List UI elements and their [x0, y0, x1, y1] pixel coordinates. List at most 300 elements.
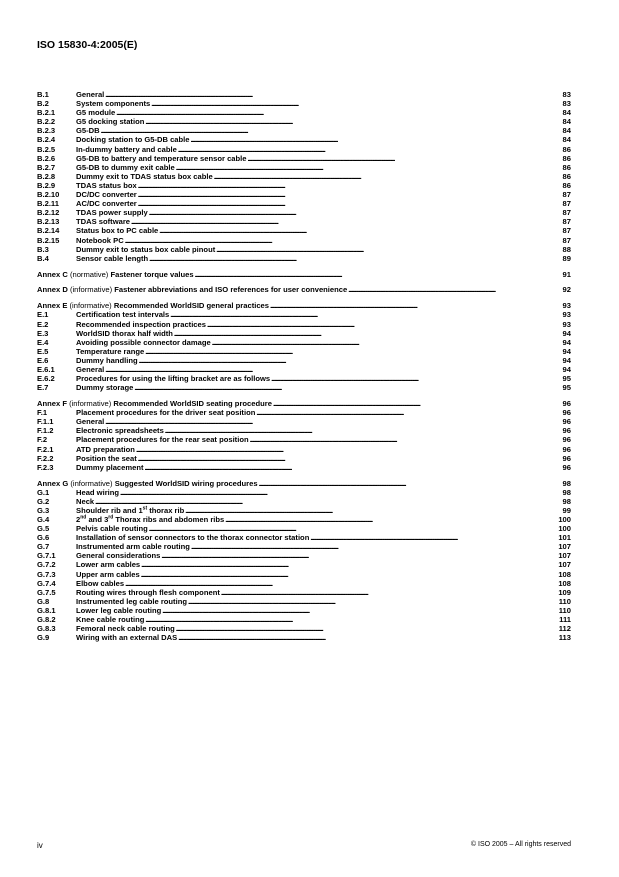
annex-title: Suggested WorldSID wiring procedures: [114, 478, 258, 488]
toc-entry[interactable]: [37, 606, 571, 615]
toc-page-number: 110: [558, 596, 571, 606]
dot-leader: [145, 347, 561, 356]
toc-entry-title: Procedures for using the lifting bracket are as follows: [76, 374, 271, 384]
toc-entry-number: G.4: [37, 515, 50, 525]
ordinal-suffix: rd: [108, 514, 114, 521]
toc-entry[interactable]: [37, 515, 571, 524]
toc-entry[interactable]: [37, 454, 571, 463]
toc-entry-number: B.2.8: [37, 171, 56, 181]
title-part: and 3: [86, 515, 109, 525]
toc-entry-title: Head wiring: [76, 487, 120, 497]
toc-page-number: 92: [562, 285, 571, 295]
toc-entry[interactable]: [37, 190, 571, 199]
dot-leader: [195, 270, 562, 279]
toc-entry-title: Femoral neck cable routing: [76, 624, 175, 634]
toc-entry-title: Placement procedures for the rear seat position: [76, 435, 249, 445]
annex-kind: (normative): [69, 269, 109, 279]
toc-page-number: 86: [562, 180, 571, 190]
toc-entry[interactable]: [37, 445, 571, 454]
toc-entry-title: [76, 506, 184, 515]
dot-leader: [149, 524, 558, 533]
toc-entry-title: G5-DB to dummy exit cable: [76, 162, 175, 172]
toc-entry-title: [37, 479, 258, 488]
toc-page-number: 93: [562, 319, 571, 329]
toc-entry-number: G.7.4: [37, 578, 56, 588]
toc-page-number: 94: [562, 346, 571, 356]
dot-leader: [225, 515, 557, 524]
toc-entry-title: G5 docking station: [76, 117, 145, 127]
toc-entry-title: [37, 285, 347, 294]
dot-leader: [212, 338, 562, 347]
toc-entry-number: B.2.11: [37, 199, 59, 209]
annex-label: Annex F: [37, 399, 67, 409]
toc-page-number: 96: [562, 408, 571, 418]
dot-leader: [138, 190, 562, 199]
toc-entry-number: E.6: [37, 355, 49, 365]
toc-entry-number: E.6.2: [37, 374, 55, 384]
toc-page-number: 84: [562, 126, 571, 136]
toc-page-number: 112: [558, 624, 571, 634]
toc-entry-title: Sensor cable length: [76, 253, 149, 263]
toc-page-number: 91: [562, 269, 571, 279]
toc-entry[interactable]: [37, 236, 571, 245]
toc-entry-title: Dummy exit to status box cable pinout: [76, 244, 216, 254]
toc-entry-number: B.2: [37, 99, 49, 109]
dot-leader: [145, 615, 558, 624]
toc-entry-title: Position the seat: [76, 453, 137, 463]
dot-leader: [151, 99, 561, 108]
toc-entry-title: General: [76, 417, 105, 427]
annex-kind: (informative): [70, 478, 113, 488]
toc-entry-number: E.1: [37, 310, 49, 320]
annex-kind: (informative): [69, 285, 113, 295]
toc-entry-title: WorldSID thorax half width: [76, 328, 173, 338]
toc-entry-title: Lower leg cable routing: [76, 605, 162, 615]
dot-leader: [174, 329, 562, 338]
toc-page-number: 96: [562, 435, 571, 445]
toc-entry-title: General: [76, 365, 105, 375]
toc-page-number: 93: [562, 301, 571, 311]
toc-entry[interactable]: [37, 365, 571, 374]
toc-page-number: 107: [558, 542, 571, 552]
toc-entry-number: F.1.2: [37, 426, 54, 436]
toc-entry[interactable]: [37, 435, 571, 444]
dot-leader: [248, 154, 562, 163]
toc-entry-title: Dummy exit to TDAS status box cable: [76, 171, 213, 181]
toc-page-number: 109: [558, 587, 571, 597]
dot-leader: [145, 117, 561, 126]
toc-entry-number: G.8.3: [37, 624, 56, 634]
toc-entry[interactable]: [37, 126, 571, 135]
toc-entry-title: G5-DB: [76, 126, 100, 136]
dot-leader: [176, 624, 558, 633]
toc-entry[interactable]: [37, 579, 571, 588]
dot-leader: [149, 208, 562, 217]
toc-entry-title: Temperature range: [76, 346, 145, 356]
dot-leader: [120, 488, 562, 497]
dot-leader: [139, 356, 562, 365]
dot-leader: [185, 506, 561, 515]
annex-title: Recommended WorldSID seating procedure: [113, 399, 272, 409]
toc-page-number: 87: [562, 208, 571, 218]
toc-page-number: 98: [562, 478, 571, 488]
toc-entry-number: B.2.9: [37, 180, 56, 190]
toc-entry-title: Pelvis cable routing: [76, 524, 148, 534]
toc-page-number: 98: [562, 487, 571, 497]
toc-entry-title: Lower arm cables: [76, 560, 141, 570]
toc-entry-number: G.8.2: [37, 615, 56, 625]
toc-entry-title: Routing wires through flesh component: [76, 587, 220, 597]
ordinal-suffix: nd: [80, 514, 87, 521]
toc-entry-title: AC/DC converter: [76, 199, 137, 209]
toc-page-number: 83: [562, 99, 571, 109]
dot-leader: [105, 90, 561, 99]
toc-entry-number: G.7.2: [37, 560, 56, 570]
toc-entry[interactable]: [37, 163, 571, 172]
dot-leader: [141, 560, 557, 569]
dot-leader: [131, 217, 562, 226]
toc-annex-entry[interactable]: [37, 270, 571, 279]
toc-entry-number: F.2.2: [37, 453, 54, 463]
toc-entry-title: Certification test intervals: [76, 310, 170, 320]
toc-entry[interactable]: [37, 217, 571, 226]
toc-entry-number: B.2.2: [37, 117, 56, 127]
toc-entry[interactable]: [37, 624, 571, 633]
dot-leader: [101, 126, 562, 135]
toc-entry-title: Notebook PC: [76, 235, 124, 245]
toc-entry[interactable]: [37, 208, 571, 217]
toc-entry-number: E.5: [37, 346, 49, 356]
copyright-notice: © ISO 2005 – All rights reserved: [470, 841, 571, 848]
toc-entry-title: General considerations: [76, 551, 161, 561]
toc-entry-title: Upper arm cables: [76, 569, 140, 579]
toc-entry[interactable]: [37, 383, 571, 392]
toc-page-number: 111: [559, 615, 571, 625]
toc-entry-number: B.2.7: [37, 162, 56, 172]
toc-entry-number: E.2: [37, 319, 49, 329]
toc-entry-title: [37, 399, 272, 408]
toc-entry-number: E.6.1: [37, 365, 55, 375]
toc-entry[interactable]: [37, 135, 571, 144]
toc-entry[interactable]: [37, 615, 571, 624]
dot-leader: [162, 606, 558, 615]
toc-entry-number: G.9: [37, 633, 50, 643]
toc-entry-number: F.1: [37, 408, 48, 418]
toc-entry[interactable]: [37, 356, 571, 365]
dot-leader: [191, 135, 562, 144]
toc-page-number: 86: [562, 171, 571, 181]
toc-entry[interactable]: [37, 463, 571, 472]
dot-leader: [141, 570, 558, 579]
toc-entry-number: F.1.1: [37, 417, 54, 427]
toc-entry[interactable]: [37, 417, 571, 426]
dot-leader: [95, 497, 561, 506]
toc-entry-number: B.2.15: [37, 235, 60, 245]
toc-entry-title: Instrumented leg cable routing: [76, 596, 187, 606]
toc-entry[interactable]: [37, 310, 571, 319]
toc-annex-entry[interactable]: [37, 479, 571, 488]
toc-entry[interactable]: [37, 533, 571, 542]
dot-leader: [214, 172, 562, 181]
toc-page-number: 107: [558, 560, 571, 570]
dot-leader: [105, 417, 561, 426]
toc-page-number: 96: [562, 426, 571, 436]
toc-page-number: 98: [562, 496, 571, 506]
dot-leader: [271, 374, 561, 383]
toc-page-number: 96: [562, 444, 571, 454]
toc-entry-number: F.2.3: [37, 462, 54, 472]
toc-entry-title: In-dummy battery and cable: [76, 144, 177, 154]
toc-entry[interactable]: [37, 154, 571, 163]
toc-entry-number: B.1: [37, 90, 49, 99]
toc-entry[interactable]: [37, 245, 571, 254]
dot-leader: [125, 236, 562, 245]
toc-entry-title: Instrumented arm cable routing: [76, 542, 190, 552]
toc-entry[interactable]: [37, 347, 571, 356]
dot-leader: [310, 533, 557, 542]
dot-leader: [178, 145, 562, 154]
dot-leader: [116, 108, 561, 117]
dot-leader: [273, 399, 562, 408]
toc-entry-number: G.3: [37, 505, 50, 515]
title-part: 2: [76, 515, 81, 525]
toc-entry-number: G.7: [37, 542, 50, 552]
toc-annex-entry[interactable]: [37, 285, 571, 294]
annex-label: Annex G: [37, 478, 69, 488]
toc-page-number: 96: [562, 453, 571, 463]
toc-entry[interactable]: [37, 597, 571, 606]
dot-leader: [259, 479, 562, 488]
toc-page-number: 100: [558, 524, 571, 534]
toc-entry-title: Wiring with an external DAS: [76, 633, 178, 643]
toc-entry[interactable]: [37, 633, 571, 642]
toc-page-number: 86: [562, 162, 571, 172]
toc-page-number: 94: [562, 355, 571, 365]
toc-entry-number: G.8: [37, 596, 50, 606]
toc-page-number: 94: [562, 328, 571, 338]
dot-leader: [138, 181, 562, 190]
dot-leader: [191, 542, 557, 551]
title-part: Thorax ribs and abdomen ribs: [113, 515, 225, 525]
toc-entry-number: B.2.1: [37, 108, 56, 118]
dot-leader: [188, 597, 558, 606]
toc-entry[interactable]: [37, 329, 571, 338]
toc-entry-title: TDAS power supply: [76, 208, 148, 218]
toc-entry-number: B.2.4: [37, 135, 56, 145]
dot-leader: [134, 383, 561, 392]
toc-page-number: 87: [562, 199, 571, 209]
toc-page-number: 83: [562, 90, 571, 99]
toc-entry-number: G.8.1: [37, 605, 56, 615]
toc-entry-number: E.3: [37, 328, 49, 338]
toc-entry-number: E.4: [37, 337, 49, 347]
toc-entry[interactable]: [37, 117, 571, 126]
toc-entry[interactable]: [37, 338, 571, 347]
toc-page-number: 87: [562, 217, 571, 227]
toc-page-number: 86: [562, 153, 571, 163]
toc-entry-number: B.2.12: [37, 208, 60, 218]
toc-page-number: 93: [562, 310, 571, 320]
toc-annex-entry[interactable]: [37, 399, 571, 408]
toc-entry-number: B.2.13: [37, 217, 60, 227]
toc-page-number: 95: [562, 374, 571, 384]
page-number: iv: [37, 841, 43, 850]
toc-entry-number: B.2.10: [37, 190, 60, 200]
toc-entry-title: G5 module: [76, 108, 116, 118]
toc-entry-number: G.7.1: [37, 551, 56, 561]
toc-entry[interactable]: [37, 408, 571, 417]
dot-leader: [145, 463, 562, 472]
toc-entry-title: Avoiding possible connector damage: [76, 337, 211, 347]
dot-leader: [159, 226, 561, 235]
toc-entry-number: G.5: [37, 524, 50, 534]
toc-entry-title: Dummy storage: [76, 383, 134, 393]
toc-entry[interactable]: [37, 560, 571, 569]
toc-page-number: 96: [562, 417, 571, 427]
toc-entry-number: B.2.6: [37, 153, 56, 163]
toc-entry-number: G.7.5: [37, 587, 56, 597]
dot-leader: [136, 445, 562, 454]
toc-entry-title: TDAS software: [76, 217, 131, 227]
toc-entry[interactable]: [37, 99, 571, 108]
toc-page-number: 89: [562, 253, 571, 263]
toc-entry-title: General: [76, 90, 105, 99]
toc-entry-title: Dummy handling: [76, 355, 138, 365]
toc-entry-title: G5-DB to battery and temperature sensor cable: [76, 153, 247, 163]
toc-entry[interactable]: [37, 497, 571, 506]
dot-leader: [256, 408, 561, 417]
toc-entry-title: Neck: [76, 496, 95, 506]
dot-leader: [170, 310, 561, 319]
dot-leader: [161, 551, 557, 560]
toc-entry-title: Placement procedures for the driver seat position: [76, 408, 256, 418]
toc-page-number: 96: [562, 462, 571, 472]
toc-annex-entry[interactable]: [37, 301, 571, 310]
toc-page-number: 113: [558, 633, 571, 643]
toc-entry-number: G.1: [37, 487, 50, 497]
dot-leader: [348, 285, 561, 294]
toc-entry-title: [76, 515, 224, 524]
annex-kind: (informative): [69, 399, 112, 409]
toc-page-number: 94: [562, 365, 571, 375]
toc-entry[interactable]: [37, 506, 571, 515]
toc-entry-title: System components: [76, 99, 151, 109]
ordinal-suffix: st: [142, 505, 148, 512]
toc-entry[interactable]: [37, 90, 571, 99]
toc-entry-title: TDAS status box: [76, 180, 137, 190]
toc-page-number: 94: [562, 337, 571, 347]
toc-entry-number: G.2: [37, 496, 50, 506]
toc-page-number: 99: [562, 505, 571, 515]
toc-entry[interactable]: [37, 551, 571, 560]
table-of-contents: [37, 90, 571, 642]
toc-entry-number: G.6: [37, 533, 50, 543]
toc-page-number: 87: [562, 190, 571, 200]
toc-entry[interactable]: [37, 108, 571, 117]
dot-leader: [216, 245, 561, 254]
toc-page-number: 84: [562, 135, 571, 145]
dot-leader: [125, 579, 557, 588]
toc-entry[interactable]: [37, 488, 571, 497]
toc-entry[interactable]: [37, 426, 571, 435]
toc-entry-title: Knee cable routing: [76, 615, 145, 625]
title-part: thorax rib: [147, 505, 185, 515]
toc-entry-title: Elbow cables: [76, 578, 125, 588]
toc-entry[interactable]: [37, 172, 571, 181]
toc-entry[interactable]: [37, 524, 571, 533]
annex-kind: (informative): [69, 301, 112, 311]
title-part: Shoulder rib and 1: [76, 505, 143, 515]
annex-label: Annex E: [37, 301, 68, 311]
dot-leader: [250, 435, 562, 444]
toc-entry-title: [37, 301, 269, 310]
toc-entry[interactable]: [37, 374, 571, 383]
annex-title: Fastener torque values: [110, 269, 194, 279]
toc-entry[interactable]: [37, 320, 571, 329]
toc-entry-number: B.2.3: [37, 126, 56, 136]
toc-page-number: 108: [558, 578, 571, 588]
toc-page-number: 88: [562, 244, 571, 254]
toc-entry-title: ATD preparation: [76, 444, 135, 454]
toc-entry-number: B.2.5: [37, 144, 56, 154]
toc-entry-number: E.7: [37, 383, 49, 393]
toc-page-number: 96: [562, 399, 571, 409]
toc-entry-title: Electronic spreadsheets: [76, 426, 164, 436]
toc-entry-title: [37, 270, 194, 279]
annex-label: Annex C: [37, 269, 68, 279]
toc-page-number: 110: [558, 605, 571, 615]
toc-entry-number: B.4: [37, 253, 49, 263]
dot-leader: [221, 588, 557, 597]
dot-leader: [207, 320, 562, 329]
dot-leader: [178, 633, 558, 642]
toc-entry[interactable]: [37, 145, 571, 154]
toc-entry-number: F.2: [37, 435, 48, 445]
toc-entry[interactable]: [37, 588, 571, 597]
toc-entry-number: B.2.14: [37, 226, 60, 236]
toc-entry-number: F.2.1: [37, 444, 54, 454]
toc-entry[interactable]: [37, 181, 571, 190]
toc-page-number: 84: [562, 108, 571, 118]
toc-page-number: 108: [558, 569, 571, 579]
toc-entry-title: Installation of sensor connectors to the thorax connector station: [76, 533, 310, 543]
toc-page-number: 84: [562, 117, 571, 127]
dot-leader: [176, 163, 562, 172]
toc-entry[interactable]: [37, 570, 571, 579]
toc-entry[interactable]: [37, 199, 571, 208]
toc-entry[interactable]: [37, 226, 571, 235]
annex-label: Annex D: [37, 285, 68, 295]
dot-leader: [270, 301, 562, 310]
annex-title: Fastener abbreviations and ISO references for user convenience: [114, 285, 348, 295]
toc-entry-title: Dummy placement: [76, 462, 144, 472]
dot-leader: [138, 199, 562, 208]
toc-entry-title: Recommended inspection practices: [76, 319, 206, 329]
toc-page-number: 87: [562, 235, 571, 245]
toc-entry-title: Status box to PC cable: [76, 226, 159, 236]
toc-entry-title: Docking station to G5-DB cable: [76, 135, 190, 145]
toc-page-number: 101: [558, 533, 571, 543]
dot-leader: [165, 426, 562, 435]
toc-page-number: 86: [562, 144, 571, 154]
dot-leader: [105, 365, 561, 374]
dot-leader: [138, 454, 562, 463]
toc-entry[interactable]: [37, 254, 571, 263]
toc-entry-number: B.3: [37, 244, 49, 254]
toc-entry[interactable]: [37, 542, 571, 551]
toc-entry-number: G.7.3: [37, 569, 56, 579]
toc-page-number: 87: [562, 226, 571, 236]
